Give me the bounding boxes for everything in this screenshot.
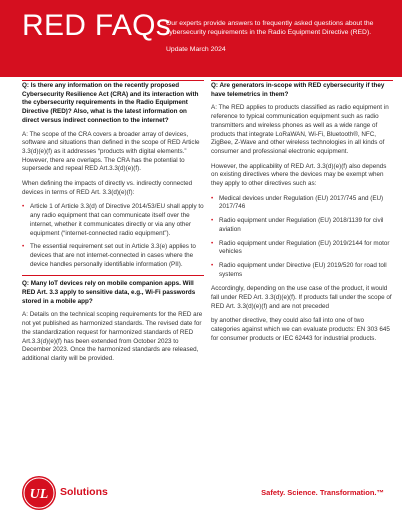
section-rule — [22, 275, 204, 276]
connection-bullet-list — [22, 203, 204, 269]
answer-generators-scope: Accordingly, depending on the use case of the product, it would fall under RED Art. 3.3(d)(e)(f). If products fall under the scope of RED Art. 3.3(d)(e)(f) and are not preceded — [211, 285, 392, 310]
answer-generators-categories: by another directive, they could also fall into one of two categories against which we can evaluate products: EN 303 645 for consumer products or IEC 62443 for industrial products. — [211, 317, 390, 342]
bullet-icon: • — [211, 239, 214, 247]
page-title: RED FAQs — [22, 9, 172, 42]
bullet-icon: • — [22, 243, 25, 251]
bullet-icon: • — [211, 261, 214, 269]
header-intro: Our experts provide answers to frequently asked questions about the cybersecurity requirements in the Radio Equipment Directive (RED). — [166, 20, 374, 36]
answer-generators-applicability: However, the applicability of RED Art. 3.3(d)(e)(f) also depends on existing directives where the devices may be exempt when they apply to other directives such as: — [211, 162, 387, 188]
list-item: • Article 1 of Article 3.3(d) of Directive 2014/53/EU shall apply to any radio equipment that can communicate itself over the internet, whether it communicates directly or via any other equipment (“internet-connected radio equipment”). — [22, 203, 204, 237]
tagline: Safety. Science. Transformation.™ — [261, 488, 384, 497]
ul-logo-icon — [22, 476, 56, 510]
list-item: • Radio equipment under Directive (EU) 2019/520 for road toll systems — [211, 261, 387, 278]
ul-logo-text: UL — [29, 487, 49, 502]
question-generators: Q: Are generators in-scope with RED cybersecurity if they have telemetrics in them? — [211, 82, 385, 98]
update-date: Update March 2024 — [166, 46, 226, 53]
list-item: • Radio equipment under Regulation (EU) 2019/2144 for motor vehicles — [211, 239, 390, 256]
list-item: • The essential requirement set out in Article 3.3(e) applies to devices that are not internet-connected in cases where the device handles personally identifiable information (PII). — [22, 243, 196, 268]
brand-name: Solutions — [60, 486, 108, 498]
answer-iot-apps: A: Details on the technical scoping requirements for the RED are not yet published as harmonized standards. The revised date for the standardization request for harmonized standards of RED Art.3.3(d)(e)(f) has been extended from October 2023 to December 2023. Once the harmonized standards are released, additional clarity will be provided. — [22, 311, 203, 362]
list-item: • Medical devices under Regulation (EU) 2017/745 and (EU) 2017/746 — [211, 194, 384, 211]
question-iot-apps: Q: Many IoT devices rely on mobile companion apps. Will RED Art. 3.3 apply to sensitive data, e.g., Wi-Fi passwords stored in a mobile app? — [22, 280, 196, 305]
right-column — [211, 82, 393, 350]
left-column-rule — [22, 80, 204, 81]
answer-cra: A: The scope of the CRA covers a broader array of devices, software and situations than defined in the scope of RED Article 3.3(d)(e)(f) as it addresses “products with digital elements.” However, there are overlaps. The CRA has the potential to supersede and repeal RED Art.3.3(d)(e)(f). — [22, 130, 200, 173]
header-banner — [0, 0, 402, 77]
right-column-rule — [211, 80, 393, 81]
left-column — [22, 82, 204, 370]
bullet-icon: • — [22, 203, 25, 211]
list-item: • Radio equipment under Regulation (EU) 2018/1139 for civil aviation — [211, 217, 384, 233]
answer-cra-connection: When defining the impacts of directly vs. indirectly connected devices in terms of RED Art. 3.3(d)(e)(f): — [22, 180, 193, 196]
question-cra: Q: Is there any information on the recently proposed Cybersecurity Resilience Act (CRA) and its interaction with the cybersecurity requirements in the Radio Equipment Directive (RED)? Also, what is the latest information on direct versus indirect connection to the internet? — [22, 82, 199, 124]
bullet-icon: • — [211, 217, 214, 225]
bullet-icon: • — [211, 194, 214, 202]
exemption-bullet-list — [211, 195, 393, 280]
answer-generators: A: The RED applies to products classified as radio equipment in reference to typical communication equipment such as radio transmitters and wireless phones as well as a wide range of products that integrate LoRaWAN, Wi-Fi, Bluetooth®, NFC, ZigBee, Z-Wave and other wireless technologies in all kinds of consumer and professional electronic equipment. — [211, 104, 389, 155]
